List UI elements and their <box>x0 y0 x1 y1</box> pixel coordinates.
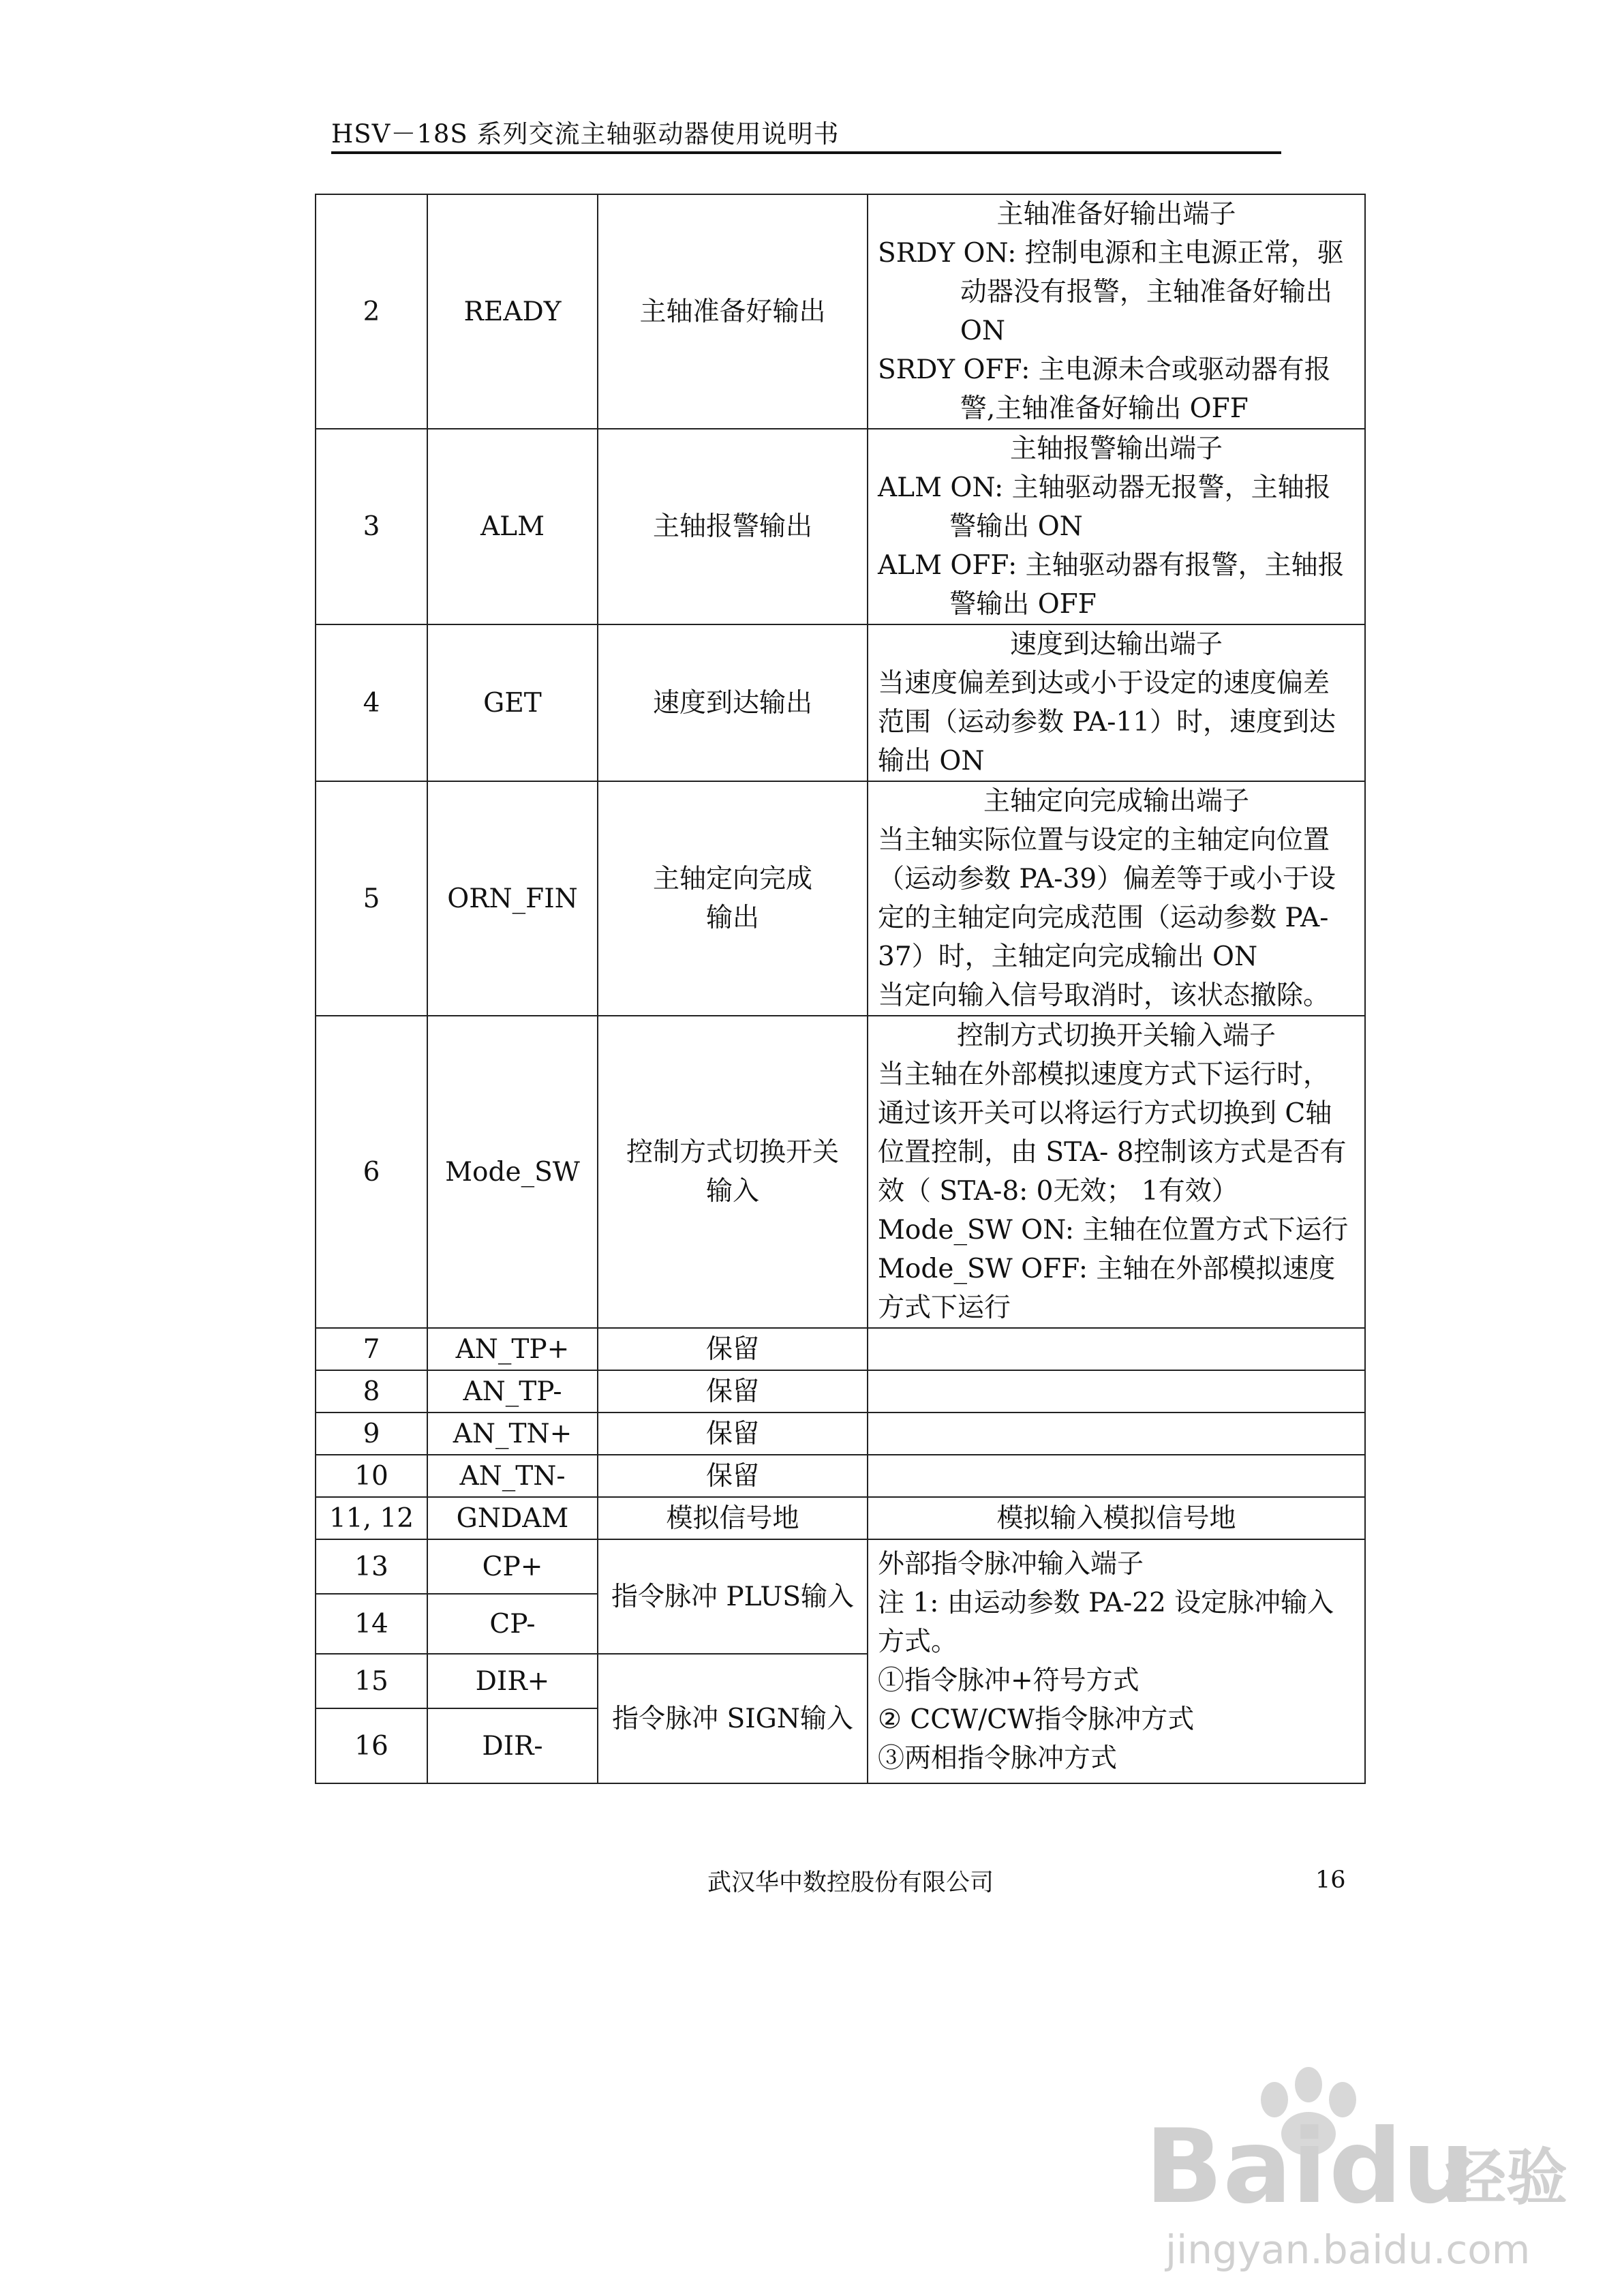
footer-company: 武汉华中数控股份有限公司 <box>707 1869 994 1897</box>
function-name: 保留 <box>598 1413 868 1455</box>
function-name <box>598 1016 868 1328</box>
header-title: HSV－18S 系列交流主轴驱动器使用说明书 <box>331 119 840 149</box>
signal-name: AN_TP+ <box>427 1328 598 1370</box>
description-line: SRDY ON: 控制电源和主电源正常，驱动器没有报警，主轴准备好输出 ON <box>878 238 1344 346</box>
signal-table <box>315 194 1366 1784</box>
description-cell <box>868 1016 1365 1328</box>
description-line: 当速度偏差到达或小于设定的速度偏差范围（运动参数 PA-11）时，速度到达输出 ON <box>878 668 1336 776</box>
pin-number: 13 <box>316 1539 427 1594</box>
baidu-jingyan-watermark <box>1104 2059 1574 2284</box>
signal-name: AN_TN- <box>427 1455 598 1497</box>
watermark-jingyan: 经验 <box>1445 2142 1567 2214</box>
signal-name: GET <box>427 624 598 781</box>
table-row <box>316 1370 1365 1413</box>
table-row <box>316 1455 1365 1497</box>
description-cell <box>868 429 1365 624</box>
function-name: 保留 <box>598 1455 868 1497</box>
description-cell <box>868 1539 1365 1783</box>
watermark-brand-2: du <box>1329 2108 1475 2226</box>
function-name: 指令脉冲 SIGN输入 <box>598 1654 868 1783</box>
function-name: 模拟信号地 <box>598 1497 868 1539</box>
function-name-line: 控制方式切换开关 <box>626 1137 839 1168</box>
function-name: 主轴准备好输出 <box>598 194 868 429</box>
description-title: 外部指令脉冲输入端子 <box>878 1549 1144 1580</box>
table-row <box>316 624 1365 781</box>
page-number: 16 <box>1315 1867 1346 1894</box>
function-name: 指令脉冲 PLUS输入 <box>598 1539 868 1654</box>
pin-number: 15 <box>316 1654 427 1708</box>
description-cell <box>868 624 1365 781</box>
description-title: 速度到达输出端子 <box>1009 629 1223 660</box>
function-name-line: 输入 <box>705 1176 759 1207</box>
description-title: 主轴报警输出端子 <box>1009 434 1223 464</box>
table-row <box>316 1497 1365 1539</box>
description-cell <box>868 194 1365 429</box>
signal-name: DIR- <box>427 1708 598 1783</box>
pin-number: 5 <box>316 781 427 1016</box>
description-title: 主轴定向完成输出端子 <box>983 786 1249 817</box>
watermark-brand: Bai <box>1145 2108 1327 2226</box>
function-name <box>598 781 868 1016</box>
table-row <box>316 429 1365 624</box>
function-name: 速度到达输出 <box>598 624 868 781</box>
description-line: ALM OFF: 主轴驱动器有报警，主轴报警输出 OFF <box>878 550 1345 620</box>
description-title: 控制方式切换开关输入端子 <box>956 1021 1276 1051</box>
description-cell <box>868 1328 1365 1370</box>
signal-name: AN_TN+ <box>427 1413 598 1455</box>
description-cell <box>868 1455 1365 1497</box>
signal-name: ORN_FIN <box>427 781 598 1016</box>
description-title: 主轴准备好输出端子 <box>996 199 1236 230</box>
function-name-line: 主轴定向完成 <box>652 864 812 894</box>
signal-name: CP- <box>427 1594 598 1654</box>
pin-number: 9 <box>316 1413 427 1455</box>
description-line: 当主轴在外部模拟速度方式下运行时，通过该开关可以将运行方式切换到 C轴位置控制，由 STA- 8控制该方式是否有效（ STA-8: 0无效； 1有效） <box>878 1059 1347 1207</box>
description-line: 当定向输入信号取消时，该状态撤除。 <box>878 980 1330 1011</box>
pin-number: 8 <box>316 1370 427 1413</box>
description-line: ①指令脉冲+符号方式 <box>878 1665 1139 1696</box>
table-row <box>316 1328 1365 1370</box>
signal-name: Mode_SW <box>427 1016 598 1328</box>
signal-name: READY <box>427 194 598 429</box>
description-line: 注 1: 由运动参数 PA-22 设定脉冲输入方式。 <box>878 1588 1334 1657</box>
signal-name: DIR+ <box>427 1654 598 1708</box>
pin-number: 2 <box>316 194 427 429</box>
description-cell: 模拟输入模拟信号地 <box>868 1497 1365 1539</box>
description-cell <box>868 1413 1365 1455</box>
pin-number: 11, 12 <box>316 1497 427 1539</box>
table-row <box>316 1539 1365 1594</box>
pin-number: 7 <box>316 1328 427 1370</box>
signal-name: AN_TP- <box>427 1370 598 1413</box>
watermark-url: jingyan.baidu.com <box>1165 2226 1531 2273</box>
function-name: 保留 <box>598 1370 868 1413</box>
description-line: 当主轴实际位置与设定的主轴定向位置（运动参数 PA-39）偏差等于或小于设定的主轴定向完成范围（运动参数 PA-37）时，主轴定向完成输出 ON <box>878 825 1336 972</box>
pin-number: 3 <box>316 429 427 624</box>
pin-number: 10 <box>316 1455 427 1497</box>
table-row <box>316 194 1365 429</box>
signal-name: CP+ <box>427 1539 598 1594</box>
description-cell <box>868 781 1365 1016</box>
signal-name: ALM <box>427 429 598 624</box>
description-line: SRDY OFF: 主电源未合或驱动器有报警,主轴准备好输出 OFF <box>878 354 1331 424</box>
description-line: ③两相指令脉冲方式 <box>878 1743 1118 1774</box>
description-line: Mode_SW OFF: 主轴在外部模拟速度方式下运行 <box>878 1254 1336 1323</box>
description-line: ② CCW/CW指令脉冲方式 <box>878 1704 1195 1735</box>
signal-name: GNDAM <box>427 1497 598 1539</box>
pin-number: 16 <box>316 1708 427 1783</box>
pin-number: 4 <box>316 624 427 781</box>
description-line: ALM ON: 主轴驱动器无报警，主轴报警输出 ON <box>878 472 1331 542</box>
table-row <box>316 1016 1365 1328</box>
table-row <box>316 781 1365 1016</box>
header-rule <box>331 151 1281 154</box>
pin-number: 6 <box>316 1016 427 1328</box>
pin-number: 14 <box>316 1594 427 1654</box>
table-row <box>316 1413 1365 1455</box>
description-line: Mode_SW ON: 主轴在位置方式下运行 <box>878 1215 1349 1245</box>
function-name: 主轴报警输出 <box>598 429 868 624</box>
description-cell <box>868 1370 1365 1413</box>
function-name-line: 输出 <box>705 903 759 933</box>
function-name: 保留 <box>598 1328 868 1370</box>
